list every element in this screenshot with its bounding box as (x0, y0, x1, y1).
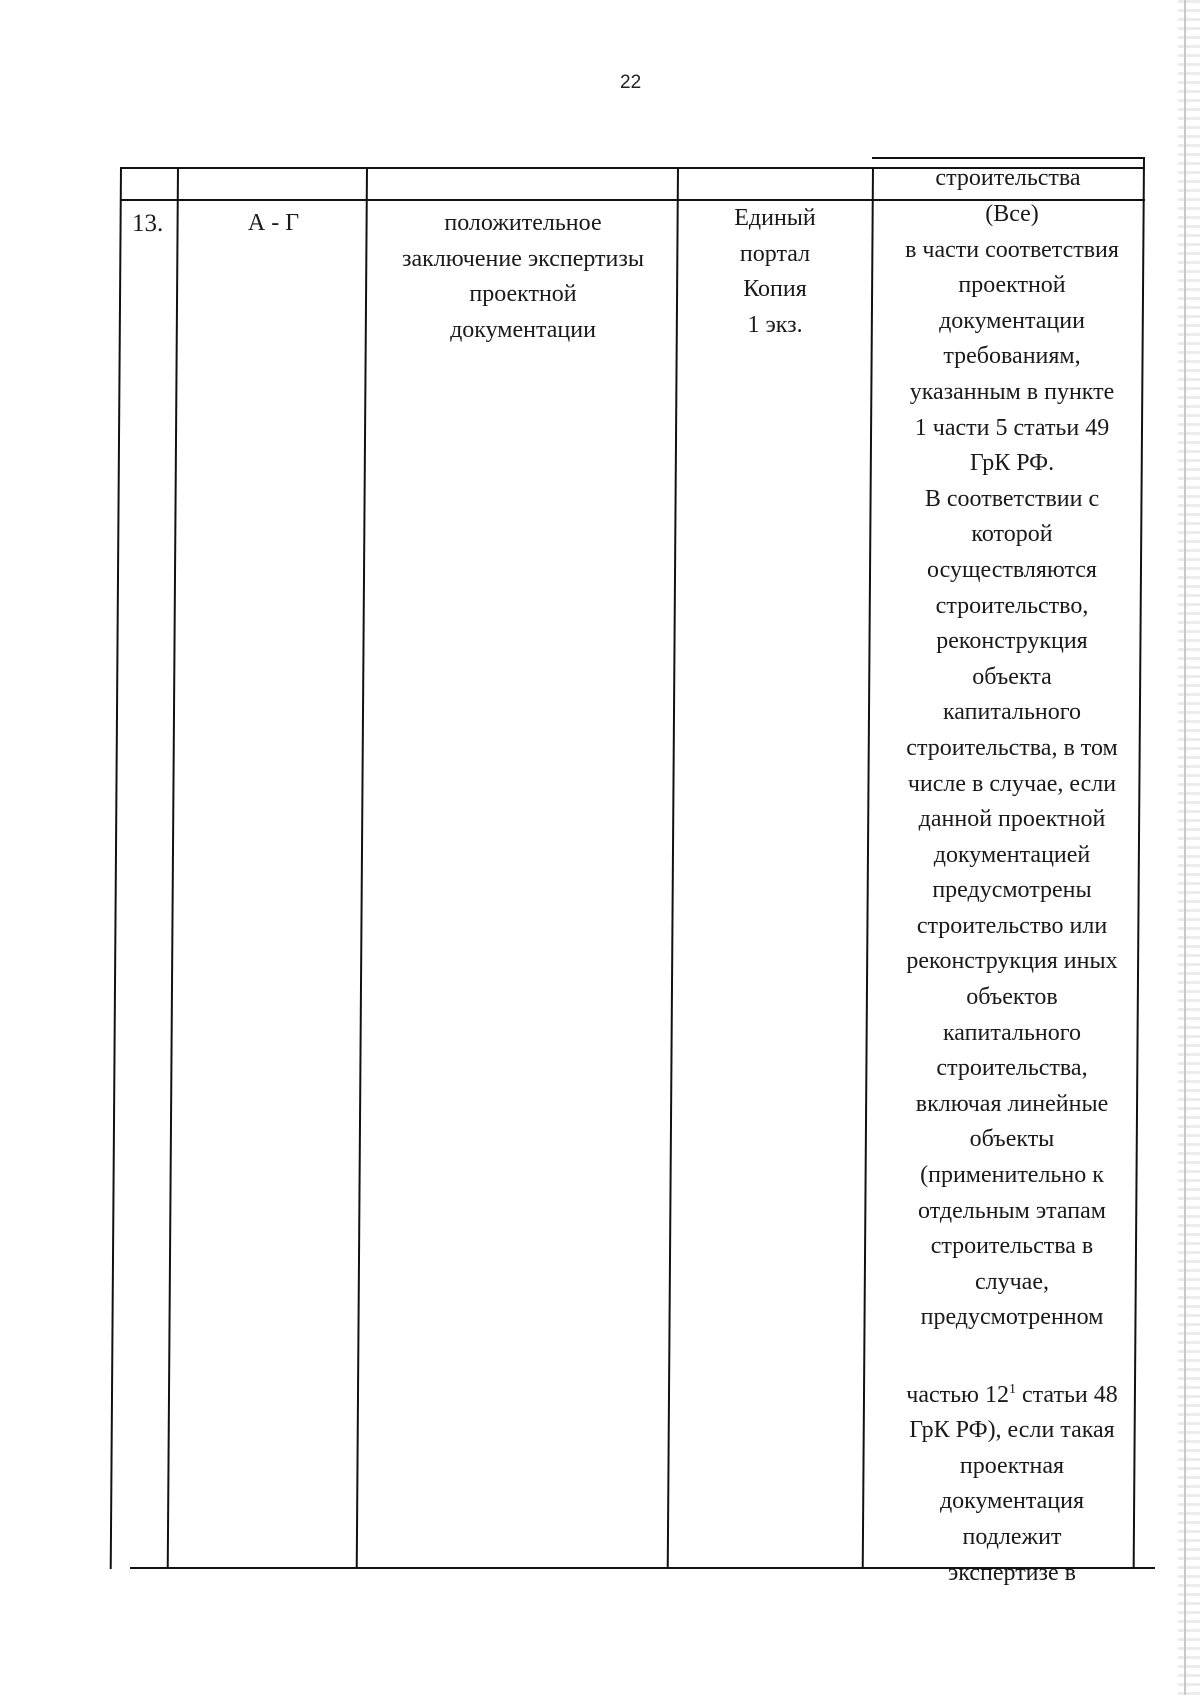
scan-edge (1178, 0, 1200, 1695)
cell-col5-requirements (877, 197, 1147, 1591)
table-col-border-5 (862, 167, 874, 1569)
row-number: 13. (132, 210, 164, 237)
cell-col4-source: Единый портал Копия 1 экз. (734, 205, 816, 338)
table-col-border-2 (167, 167, 179, 1569)
page-number: 22 (620, 72, 642, 93)
table-col-border-3 (356, 167, 368, 1569)
cell-col3-document: положительное заключение экспертизы проектной документации (402, 210, 644, 343)
col5-tail-text: ГрК РФ), если такая проектная документация подлежит экспертизе в (909, 1417, 1115, 1586)
col5-ref-suffix: статьи 48 (1016, 1381, 1118, 1408)
table-col-border-4 (667, 167, 679, 1569)
continuation-cell-col5: строительства (935, 165, 1081, 191)
col5-ref-prefix: частью 12 (906, 1381, 1009, 1408)
col5-main-text: (Все) в части соответствия проектной документации требованиям, указанным в пункте 1 части 5 статьи 49 ГрК РФ. В соответствии с которой осуществляются строительство, реконструкция объекта капитального строительства, в том числе в случае, если данной проектной документацией предусмотрены строительство или реконструкция иных объектов капитального строительства, включая линейные объекты (применительно к отдельным этапам строительства в случае, предусмотренном (905, 201, 1119, 1331)
table-top-right-stub (872, 157, 1145, 159)
col5-ref-line (877, 1336, 1147, 1413)
scan-edge-line (1184, 0, 1186, 1695)
col5-ref-superscript: 1 (1009, 1381, 1016, 1397)
cell-col2-category: А - Г (247, 210, 300, 236)
table-col-border-1 (110, 167, 122, 1569)
